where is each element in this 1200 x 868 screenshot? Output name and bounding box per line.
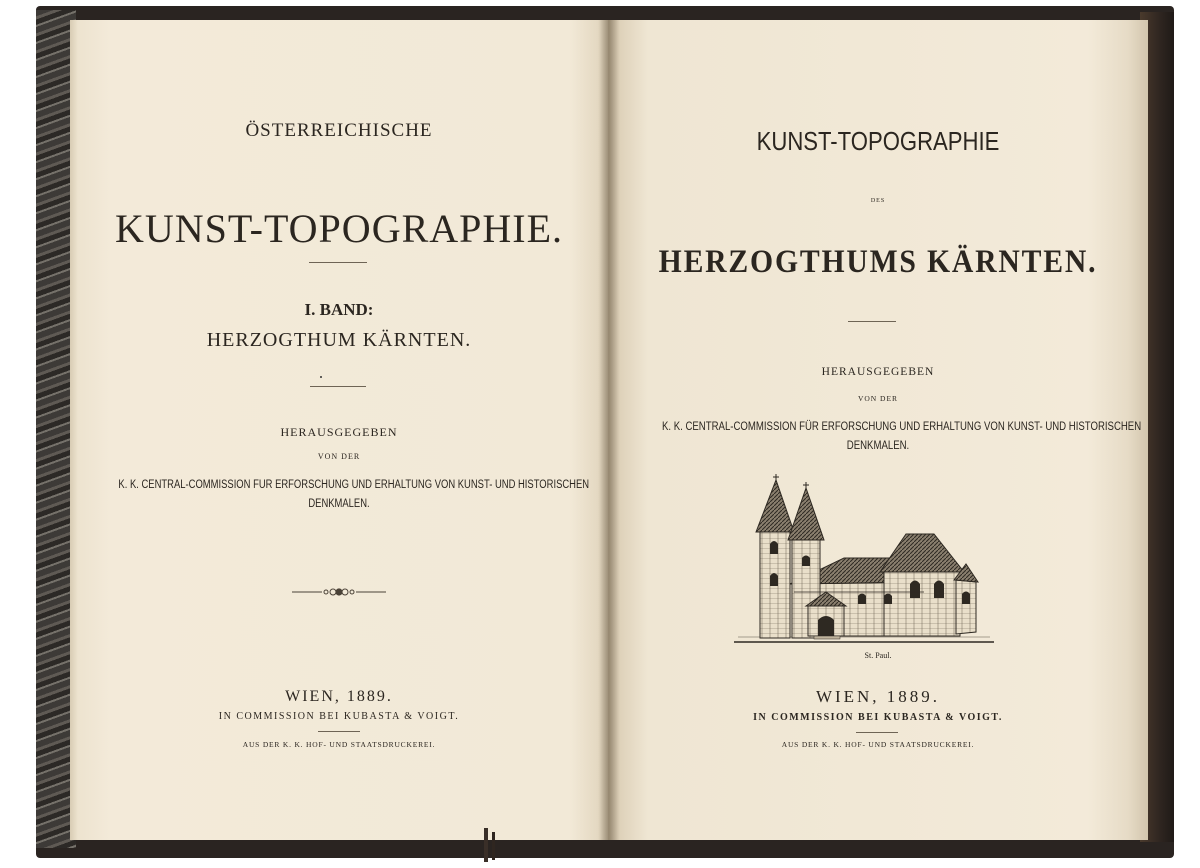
right-published-by: HERAUSGEGEBEN <box>821 366 935 378</box>
right-commission-line2: DENKMALEN. <box>846 438 910 452</box>
left-title-rule <box>309 262 367 263</box>
left-volume-rule <box>310 386 366 387</box>
right-page <box>608 20 1148 840</box>
right-by-the: VON DER <box>857 394 899 403</box>
left-place-year: WIEN, 1889. <box>285 688 393 705</box>
right-printer: AUS DER K. K. HOF- UND STAATSDRUCKEREI. <box>781 740 975 749</box>
left-dot <box>320 376 322 378</box>
bookmark-ribbon <box>484 828 488 862</box>
right-main-title: KUNST-TOPOGRAPHIE <box>756 126 1000 156</box>
left-published-by: HERAUSGEGEBEN <box>280 425 398 439</box>
bookmark-ribbon-2 <box>492 832 495 860</box>
right-title: HERZOGTHUMS KÄRNTEN. <box>658 244 1098 280</box>
left-imprint-rule <box>318 731 360 732</box>
illustration-caption: St. Paul. <box>864 651 892 660</box>
right-title-rule <box>848 321 896 322</box>
book-gutter-shadow <box>598 20 620 840</box>
left-volume-number: I. BAND: <box>304 300 374 319</box>
left-by-the: VON DER <box>317 452 361 461</box>
left-printer: AUS DER K. K. HOF- UND STAATSDRUCKEREI. <box>242 740 436 749</box>
left-commission-line2: DENKMALEN. <box>308 498 370 510</box>
right-connector: DES <box>870 198 886 204</box>
right-publisher: IN COMMISSION BEI KUBASTA & VOIGT. <box>753 712 1003 723</box>
left-main-title: KUNST-TOPOGRAPHIE. <box>114 206 564 251</box>
left-pre-title: ÖSTERREICHISCHE <box>245 120 433 141</box>
left-commission-line1: K. K. CENTRAL-COMMISSION FÜR ERFORSCHUNG UND ERHALTUNG VON KUNST- UND HISTORISCHEN <box>118 479 590 491</box>
left-volume-title: HERZOGTHUM KÄRNTEN. <box>206 329 472 351</box>
left-page <box>70 20 608 840</box>
right-imprint-rule <box>856 732 898 733</box>
ornament-divider-icon <box>292 586 386 598</box>
left-publisher: IN COMMISSION BEI KUBASTA & VOIGT. <box>218 711 460 722</box>
church-engraving-icon <box>734 474 994 646</box>
right-commission-line1: K. K. CENTRAL-COMMISSION FÜR ERFORSCHUNG UND ERHALTUNG VON KUNST- UND HISTORISCHEN <box>662 419 1142 433</box>
right-place-year: WIEN, 1889. <box>815 687 941 706</box>
